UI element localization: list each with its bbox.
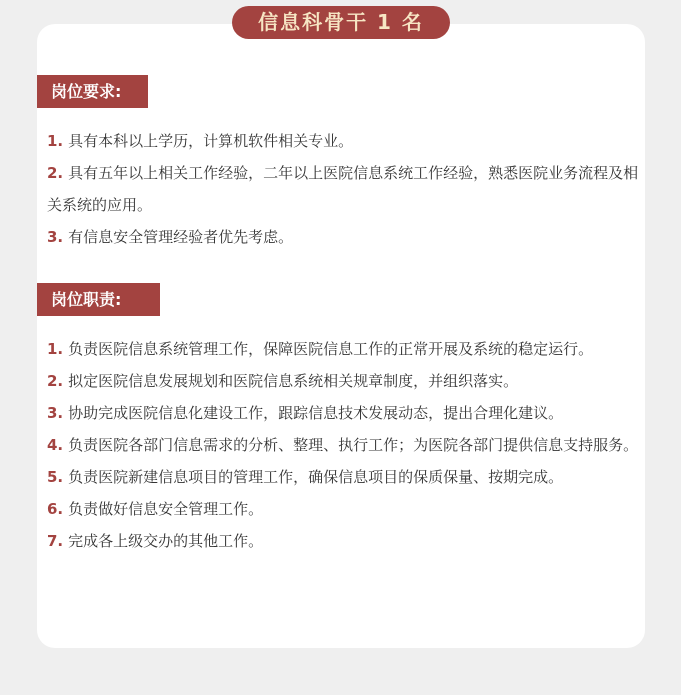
item-text: 负责医院各部门信息需求的分析、整理、执行工作；为医院各部门提供信息支持服务。: [68, 436, 639, 454]
item-number: 5.: [47, 468, 64, 486]
item-text: 负责做好信息安全管理工作。: [68, 500, 264, 518]
duties-heading: 岗位职责:: [37, 283, 160, 316]
list-item: [47, 157, 641, 221]
item-number: 1.: [47, 340, 64, 358]
item-text: 负责医院信息系统管理工作，保障医院信息工作的正常开展及系统的稳定运行。: [68, 340, 594, 358]
item-number: 1.: [47, 132, 64, 150]
item-text: 有信息安全管理经验者优先考虑。: [68, 228, 294, 246]
list-item: [47, 461, 641, 493]
page-title: 信息科骨干 1 名: [232, 6, 450, 39]
item-number: 2.: [47, 372, 64, 390]
item-text: 负责医院新建信息项目的管理工作，确保信息项目的保质保量、按期完成。: [68, 468, 564, 486]
list-item: [47, 493, 641, 525]
item-number: 2.: [47, 164, 64, 182]
item-text: 具有本科以上学历，计算机软件相关专业。: [68, 132, 354, 150]
item-text: 具有五年以上相关工作经验，二年以上医院信息系统工作经验，熟悉医院业务流程及相关系统的应用。: [47, 164, 639, 214]
duties-list: [47, 333, 641, 557]
list-item: [47, 333, 641, 365]
requirements-list: [47, 125, 641, 253]
list-item: [47, 525, 641, 557]
item-number: 3.: [47, 404, 64, 422]
item-text: 协助完成医院信息化建设工作，跟踪信息技术发展动态，提出合理化建议。: [68, 404, 564, 422]
item-number: 4.: [47, 436, 64, 454]
list-item: [47, 429, 641, 461]
item-number: 3.: [47, 228, 64, 246]
item-number: 6.: [47, 500, 64, 518]
item-number: 7.: [47, 532, 64, 550]
list-item: [47, 397, 641, 429]
item-text: 拟定医院信息发展规划和医院信息系统相关规章制度，并组织落实。: [68, 372, 519, 390]
requirements-heading: 岗位要求:: [37, 75, 148, 108]
list-item: [47, 365, 641, 397]
list-item: [47, 221, 641, 253]
list-item: [47, 125, 641, 157]
item-text: 完成各上级交办的其他工作。: [68, 532, 264, 550]
